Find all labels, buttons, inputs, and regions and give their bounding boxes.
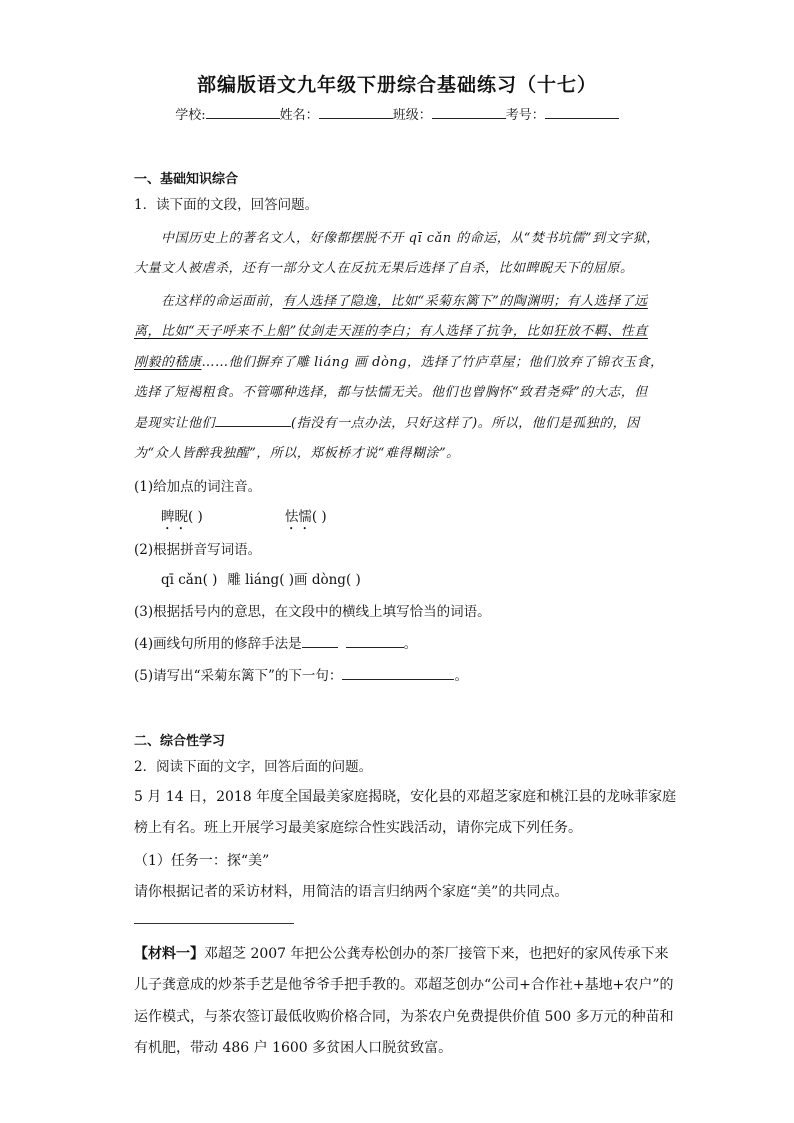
passage-line-6: 选择了短褐粗食。不管哪种选择，都与怯懦无关。他们也曾胸怀“致君尧舜”的大志，但 bbox=[134, 385, 648, 400]
passage-line-8: 为“众人皆醉我独醒”，所以，郑板桥才说“难得糊涂”。 bbox=[134, 446, 460, 461]
page-title: 部编版语文九年级下册综合基础练习（十七） bbox=[196, 74, 597, 96]
rhetoric-blank-1[interactable] bbox=[302, 635, 338, 648]
exam-number-label: 考号： bbox=[505, 108, 545, 123]
sub-question-5: (5)请写出“采菊东篱下”的下一句： 。 bbox=[134, 668, 468, 684]
sub-question-4: (4)画线句所用的修辞手法是 。 bbox=[134, 636, 418, 652]
passage-line-1: 中国历史上的著名文人，好像都摆脱不开 qī cǎn 的命运，从“焚书坑儒”到文字狱， bbox=[161, 231, 660, 246]
task-1-description: 请你根据记者的采访材料，用简洁的语言归纳两个家庭“美”的共同点。 bbox=[134, 884, 569, 900]
section-2-heading: 二、综合性学习 bbox=[134, 734, 226, 749]
rhetoric-blank-2[interactable] bbox=[346, 635, 404, 648]
material-line-4: 有机肥，带动 486 户 1600 多贫困人口脱贫致富。 bbox=[134, 1040, 453, 1056]
task-1-label: （1）任务一：探“美” bbox=[134, 853, 270, 869]
exam-number-blank[interactable] bbox=[545, 106, 619, 119]
passage-line-4: 离，比如“天子呼来不上船”仗剑走天涯的李白；有人选择了抗争，比如狂放不羁、性直 bbox=[134, 324, 648, 339]
word-1-answer[interactable]: ( ) bbox=[188, 509, 203, 525]
annotate-row bbox=[161, 505, 327, 533]
word-2-answer[interactable]: ( ) bbox=[311, 509, 327, 525]
passage-line-3: 在这样的命运面前，有人选择了隐逸，比如“采菊东篱下”的陶渊明；有人选择了远 bbox=[161, 294, 648, 309]
pinyin-row bbox=[161, 568, 361, 588]
class-blank[interactable] bbox=[432, 106, 506, 119]
pinyin-1: qī cǎn bbox=[161, 572, 203, 588]
section-1-heading: 一、基础知识综合 bbox=[134, 172, 239, 187]
name-label: 姓名： bbox=[279, 108, 319, 123]
sub-question-2: (2)根据拼音写词语。 bbox=[134, 542, 262, 558]
sub-question-3: (3)根据括号内的意思，在文段中的横线上填写恰当的词语。 bbox=[134, 604, 491, 620]
intro-line-2: 榜上有名。班上开展学习最美家庭综合性实践活动，请你完成下列任务。 bbox=[134, 820, 582, 836]
passage-line-7: 是现实让他们 (指没有一点办法，只好这样了)。所以，他们是孤独的，因 bbox=[134, 416, 640, 431]
intro-line-1: 5 月 14 日，2018 年度全国最美家庭揭晓，安化县的邓超芝家庭和桃江县的龙咏菲家庭 bbox=[134, 789, 677, 805]
passage-fill-blank[interactable] bbox=[215, 414, 291, 427]
poem-blank[interactable] bbox=[342, 667, 454, 680]
name-blank[interactable] bbox=[319, 106, 393, 119]
passage-line-5: 刚毅的嵇康……他们摒弃了雕 liáng 画 dòng，选择了竹庐草屋；他们放弃了锦衣玉食， bbox=[134, 355, 664, 370]
student-info-fields bbox=[0, 104, 794, 123]
pinyin-2: 雕 liáng bbox=[227, 572, 280, 588]
material-line-1: 【材料一】邓超芝 2007 年把公公龚寿松创办的茶厂接管下来，也把好的家风传承下来 bbox=[134, 946, 669, 962]
pinyin-1-answer[interactable]: ( ) bbox=[202, 572, 218, 588]
pinyin-3-answer[interactable]: ( ) bbox=[345, 572, 361, 588]
class-label: 班级： bbox=[392, 108, 432, 123]
material-line-2: 儿子龚意成的炒茶手艺是他爷爷手把手教的。邓超芝创办“公司+合作社+基地+农户”的 bbox=[134, 977, 674, 993]
pinyin-2-answer[interactable]: ( ) bbox=[279, 572, 295, 588]
material-1-label: 【材料一】 bbox=[134, 946, 204, 962]
school-label: 学校: bbox=[175, 108, 206, 123]
material-line-3: 运作模式，与茶农签订最低收购价格合同，为茶农户免费提供价值 500 多万元的种苗和 bbox=[134, 1009, 674, 1025]
underlined-sentence: 有人选择了隐逸，比如“采菊东篱下”的陶渊明；有人选择了远 bbox=[282, 294, 648, 309]
question-2-prompt: 2．阅读下面的文字，回答后面的问题。 bbox=[134, 759, 373, 775]
word-2: 怯懦 bbox=[284, 509, 312, 525]
pinyin-3: 画 dòng bbox=[294, 572, 346, 588]
sub-question-1: (1)给加点的词注音。 bbox=[134, 479, 262, 495]
word-1: 睥睨 bbox=[161, 509, 188, 525]
question-1-prompt: 1．读下面的文段，回答问题。 bbox=[134, 197, 319, 213]
answer-line[interactable] bbox=[134, 923, 294, 924]
school-blank[interactable] bbox=[206, 106, 280, 119]
passage-line-2: 大量文人被虐杀，还有一部分文人在反抗无果后选择了自杀，比如睥睨天下的屈原。 bbox=[134, 261, 634, 276]
